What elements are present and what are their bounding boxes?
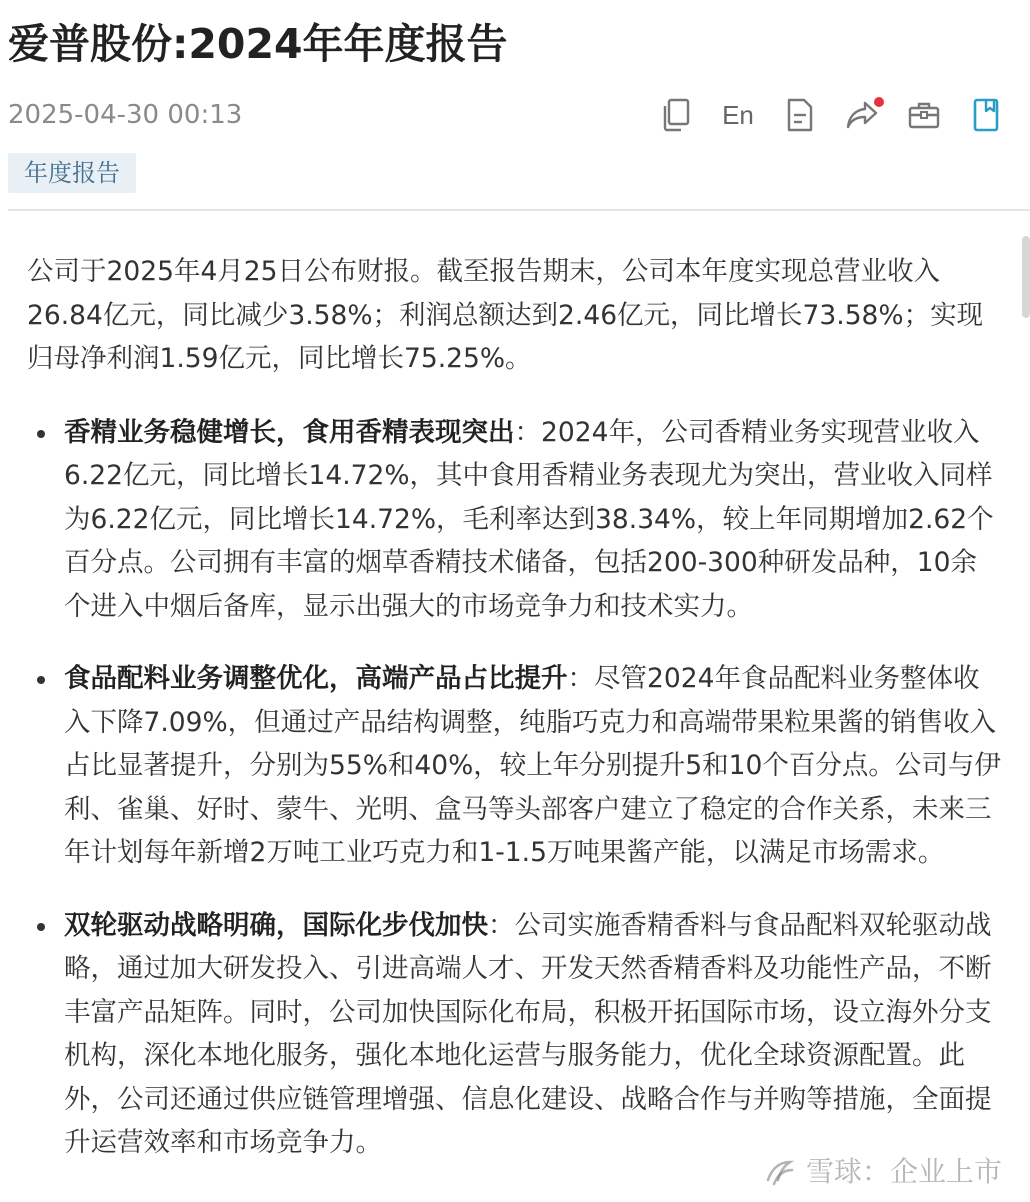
publish-date: 2025-04-30 00:13 bbox=[8, 100, 243, 130]
intro-paragraph: 公司于2025年4月25日公布财报。截至报告期末，公司本年度实现总营业收入26.84亿元，同比减少3.58%；利润总额达到2.46亿元，同比增长73.58%；实现归母净利润1.59亿元，同比增长75.25%。 bbox=[27, 256, 984, 374]
scrollbar-thumb[interactable] bbox=[1022, 236, 1030, 318]
point-heading: 双轮驱动战略明确，国际化步伐加快 bbox=[64, 909, 488, 941]
english-button[interactable] bbox=[718, 95, 758, 135]
key-points-list bbox=[27, 411, 1003, 1165]
watermark bbox=[762, 1154, 1002, 1190]
article-body bbox=[27, 250, 1003, 1194]
briefcase-icon bbox=[907, 100, 941, 130]
point-body: ：2024年，公司香精业务实现营业收入6.22亿元，同比增长14.72%，其中食用香精业务表现尤为突出，营业收入同样为6.22亿元，同比增长14.72%，毛利率达到38.34%，较上年同期增加2.62个百分点。公司拥有丰富的烟草香精技术储备，包括200-300种研发品种，10余个进入中烟后备库，显示出强大的市场竞争力和技术实力。 bbox=[64, 416, 994, 622]
header-divider bbox=[8, 209, 1030, 211]
list-item bbox=[27, 657, 1003, 875]
article-toolbar bbox=[634, 92, 1006, 138]
copy-icon bbox=[661, 98, 691, 132]
watermark-text: 雪球：企业上市 bbox=[805, 1155, 1002, 1188]
list-item bbox=[27, 904, 1003, 1165]
point-heading: 香精业务稳健增长，食用香精表现突出 bbox=[64, 416, 515, 448]
english-label: En bbox=[722, 99, 754, 130]
document-icon bbox=[786, 98, 814, 132]
meta-row bbox=[8, 92, 1018, 138]
bookmark-button[interactable] bbox=[966, 95, 1006, 135]
briefcase-button[interactable] bbox=[904, 95, 944, 135]
point-heading: 食品配料业务调整优化，高端产品占比提升 bbox=[64, 663, 568, 694]
article-title: 爱普股份:2024年年度报告 bbox=[8, 20, 508, 68]
share-notification-badge bbox=[874, 97, 884, 107]
snowball-logo-icon bbox=[762, 1154, 798, 1190]
document-button[interactable] bbox=[780, 95, 820, 135]
list-item bbox=[27, 411, 1003, 629]
bookmark-icon bbox=[972, 98, 1000, 132]
point-body: ：尽管2024年食品配料业务整体收入下降7.09%，但通过产品结构调整，纯脂巧克力和高端带果粒果酱的销售收入占比显著提升，分别为55%和40%，较上年分别提升5和10个百分点。公司与伊利、雀巢、好时、蒙牛、光明、盒马等头部客户建立了稳定的合作关系，未来三年计划每年新增2万吨工业巧克力和1-1.5万吨果酱产能，以满足市场需求。 bbox=[64, 663, 1001, 868]
share-button[interactable] bbox=[842, 95, 882, 135]
copy-button[interactable] bbox=[656, 95, 696, 135]
point-body: ：公司实施香精香料与食品配料双轮驱动战略，通过加大研发投入、引进高端人才、开发天然香精香料及功能性产品，不断丰富产品矩阵。同时，公司加快国际化布局，积极开拓国际市场，设立海外分支机构，深化本地化服务，强化本地化运营与服务能力，优化全球资源配置。此外，公司还通过供应链管理增强、信息化建设、战略合作与并购等措施，全面提升运营效率和市场竞争力。 bbox=[64, 909, 992, 1158]
category-tag[interactable]: 年度报告 bbox=[8, 153, 136, 193]
